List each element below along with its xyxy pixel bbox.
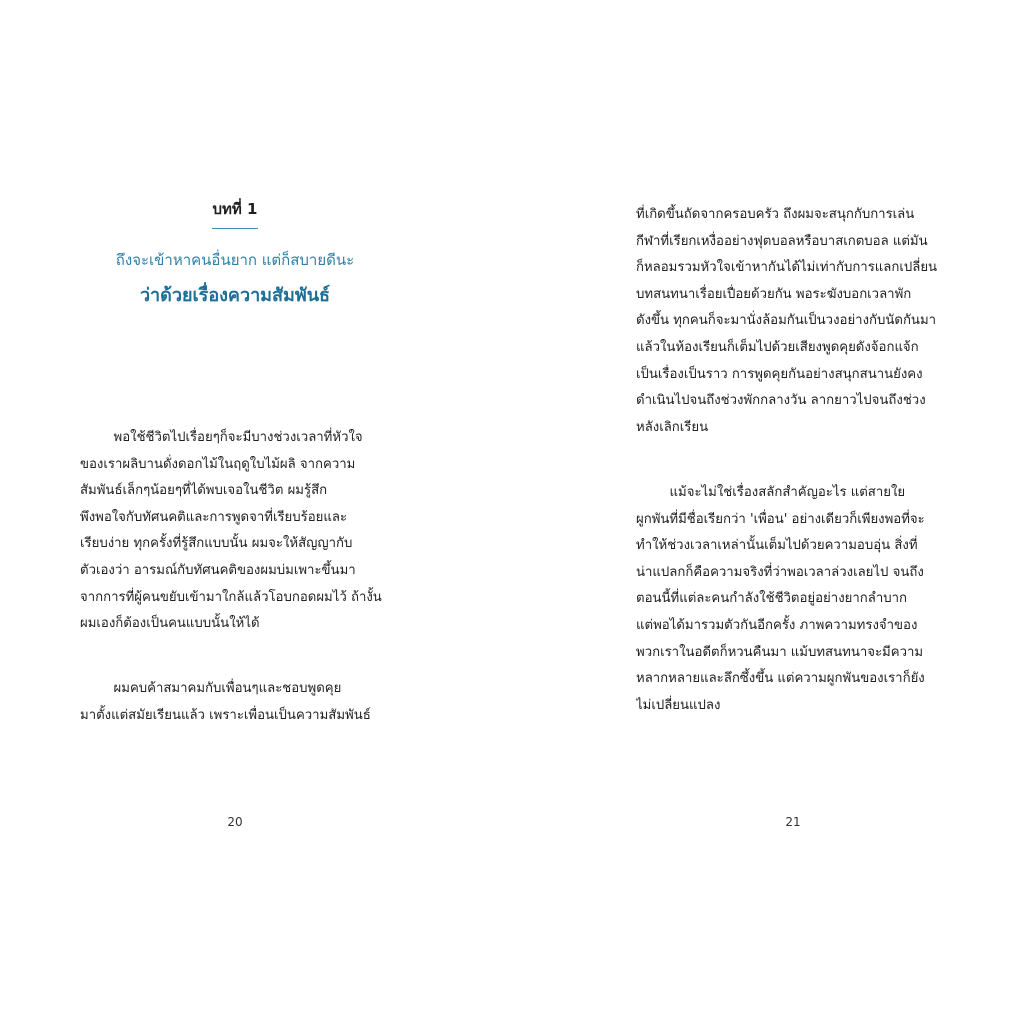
text-line: สัมพันธ์เล็กๆน้อยๆที่ได้พบเจอในชีวิต ผมรู้สึก: [80, 483, 328, 499]
text-line: ผูกพันที่มีชื่อเรียกว่า 'เพื่อน' อย่างเดียวก็เพียงพอที่จะ: [636, 511, 925, 527]
text-line: ที่เกิดขึ้นถัดจากครอบครัว ถึงผมจะสนุกกับการเล่น: [636, 207, 915, 222]
right-page: [636, 0, 946, 1024]
page-number-right: 21: [785, 815, 801, 829]
right-paragraph-1: [636, 202, 946, 441]
left-paragraph-2: [80, 676, 390, 729]
text-line: พวกเราในอดีตก็หวนคืนมา แม้บทสนทนาจะมีความ: [636, 644, 924, 660]
text-line: ดำเนินไปจนถึงช่วงพักกลางวัน ลากยาวไปจนถึงช่วง: [636, 393, 926, 409]
text-line: แต่พอได้มารวมตัวกันอีกครั้ง ภาพความทรงจำของ: [636, 617, 918, 633]
chapter-label: บทที่ 1: [212, 200, 258, 218]
text-line: เรียบง่าย ทุกครั้งที่รู้สึกแบบนั้น ผมจะให้สัญญากับ: [80, 536, 353, 552]
chapter-title: ว่าด้วยเรื่องความสัมพันธ์: [139, 285, 331, 306]
text-line: ตัวเองว่า อารมณ์กับทัศนคติของผมบ่มเพาะขึ้นมา: [80, 562, 356, 578]
text-line: เป็นเรื่องเป็นราว การพูดคุยกันอย่างสนุกสนานยังคง: [636, 366, 923, 382]
chapter-divider: [212, 228, 258, 229]
text-line: ทำให้ช่วงเวลาเหล่านั้นเต็มไปด้วยความอบอุ่น สิ่งที่: [636, 538, 918, 554]
text-line: ดังขึ้น ทุกคนก็จะมานั่งล้อมกันเป็นวงอย่างกับนัดกันมา: [636, 313, 937, 329]
text-line: บทสนทนาเรื่อยเปื่อยด้วยกัน พอระฆังบอกเวลาพัก: [636, 286, 912, 302]
text-line: กีฬาที่เรียกเหงื่ออย่างฟุตบอลหรือบาสเกตบอล แต่มัน: [636, 233, 928, 249]
left-page: [80, 0, 390, 1024]
text-line: พึงพอใจกับทัศนคติและการพูดจาที่เรียบร้อยและ: [80, 509, 348, 525]
text-line: ผมคบค้าสมาคมกับเพื่อนๆและชอบพูดคุย: [80, 681, 342, 696]
text-line: ไม่เปลี่ยนแปลง: [636, 697, 721, 713]
text-line: จากการที่ผู้คนขยับเข้ามาใกล้แล้วโอบกอดผมไว้ ถ้างั้น: [80, 589, 382, 605]
text-line: พอใช้ชีวิตไปเรื่อยๆก็จะมีบางช่วงเวลาที่หัวใจ: [80, 430, 363, 445]
text-line: ของเราผลิบานดั่งดอกไม้ในฤดูใบไม้ผลิ จากความ: [80, 456, 356, 472]
chapter-subtitle: ถึงจะเข้าหาคนอื่นยาก แต่ก็สบายดีนะ: [115, 251, 355, 269]
text-line: น่าแปลกก็คือความจริงที่ว่าพอเวลาล่วงเลยไป จนถึง: [636, 564, 924, 580]
text-line: หลากหลายและลึกซึ้งขึ้น แต่ความผูกพันของเราก็ยัง: [636, 671, 925, 687]
text-line: แล้วในห้องเรียนก็เต็มไปด้วยเสียงพูดคุยดังจ้อกแจ้ก: [636, 339, 919, 355]
text-line: หลังเลิกเรียน: [636, 419, 709, 435]
text-line: ผมเองก็ต้องเป็นคนแบบนั้นให้ได้: [80, 616, 260, 632]
right-paragraph-2: [636, 480, 946, 719]
page-number-left: 20: [227, 815, 243, 829]
text-line: แม้จะไม่ใช่เรื่องสลักสำคัญอะไร แต่สายใย: [636, 485, 906, 500]
text-line: ตอนนี้ที่แต่ละคนกำลังใช้ชีวิตอยู่อย่างยากลำบาก: [636, 591, 907, 607]
text-line: มาตั้งแต่สมัยเรียนแล้ว เพราะเพื่อนเป็นความสัมพันธ์: [80, 707, 371, 723]
text-line: ก็หลอมรวมหัวใจเข้าหากันได้ไม่เท่ากับการแลกเปลี่ยน: [636, 260, 938, 276]
left-paragraph-1: [80, 425, 390, 638]
